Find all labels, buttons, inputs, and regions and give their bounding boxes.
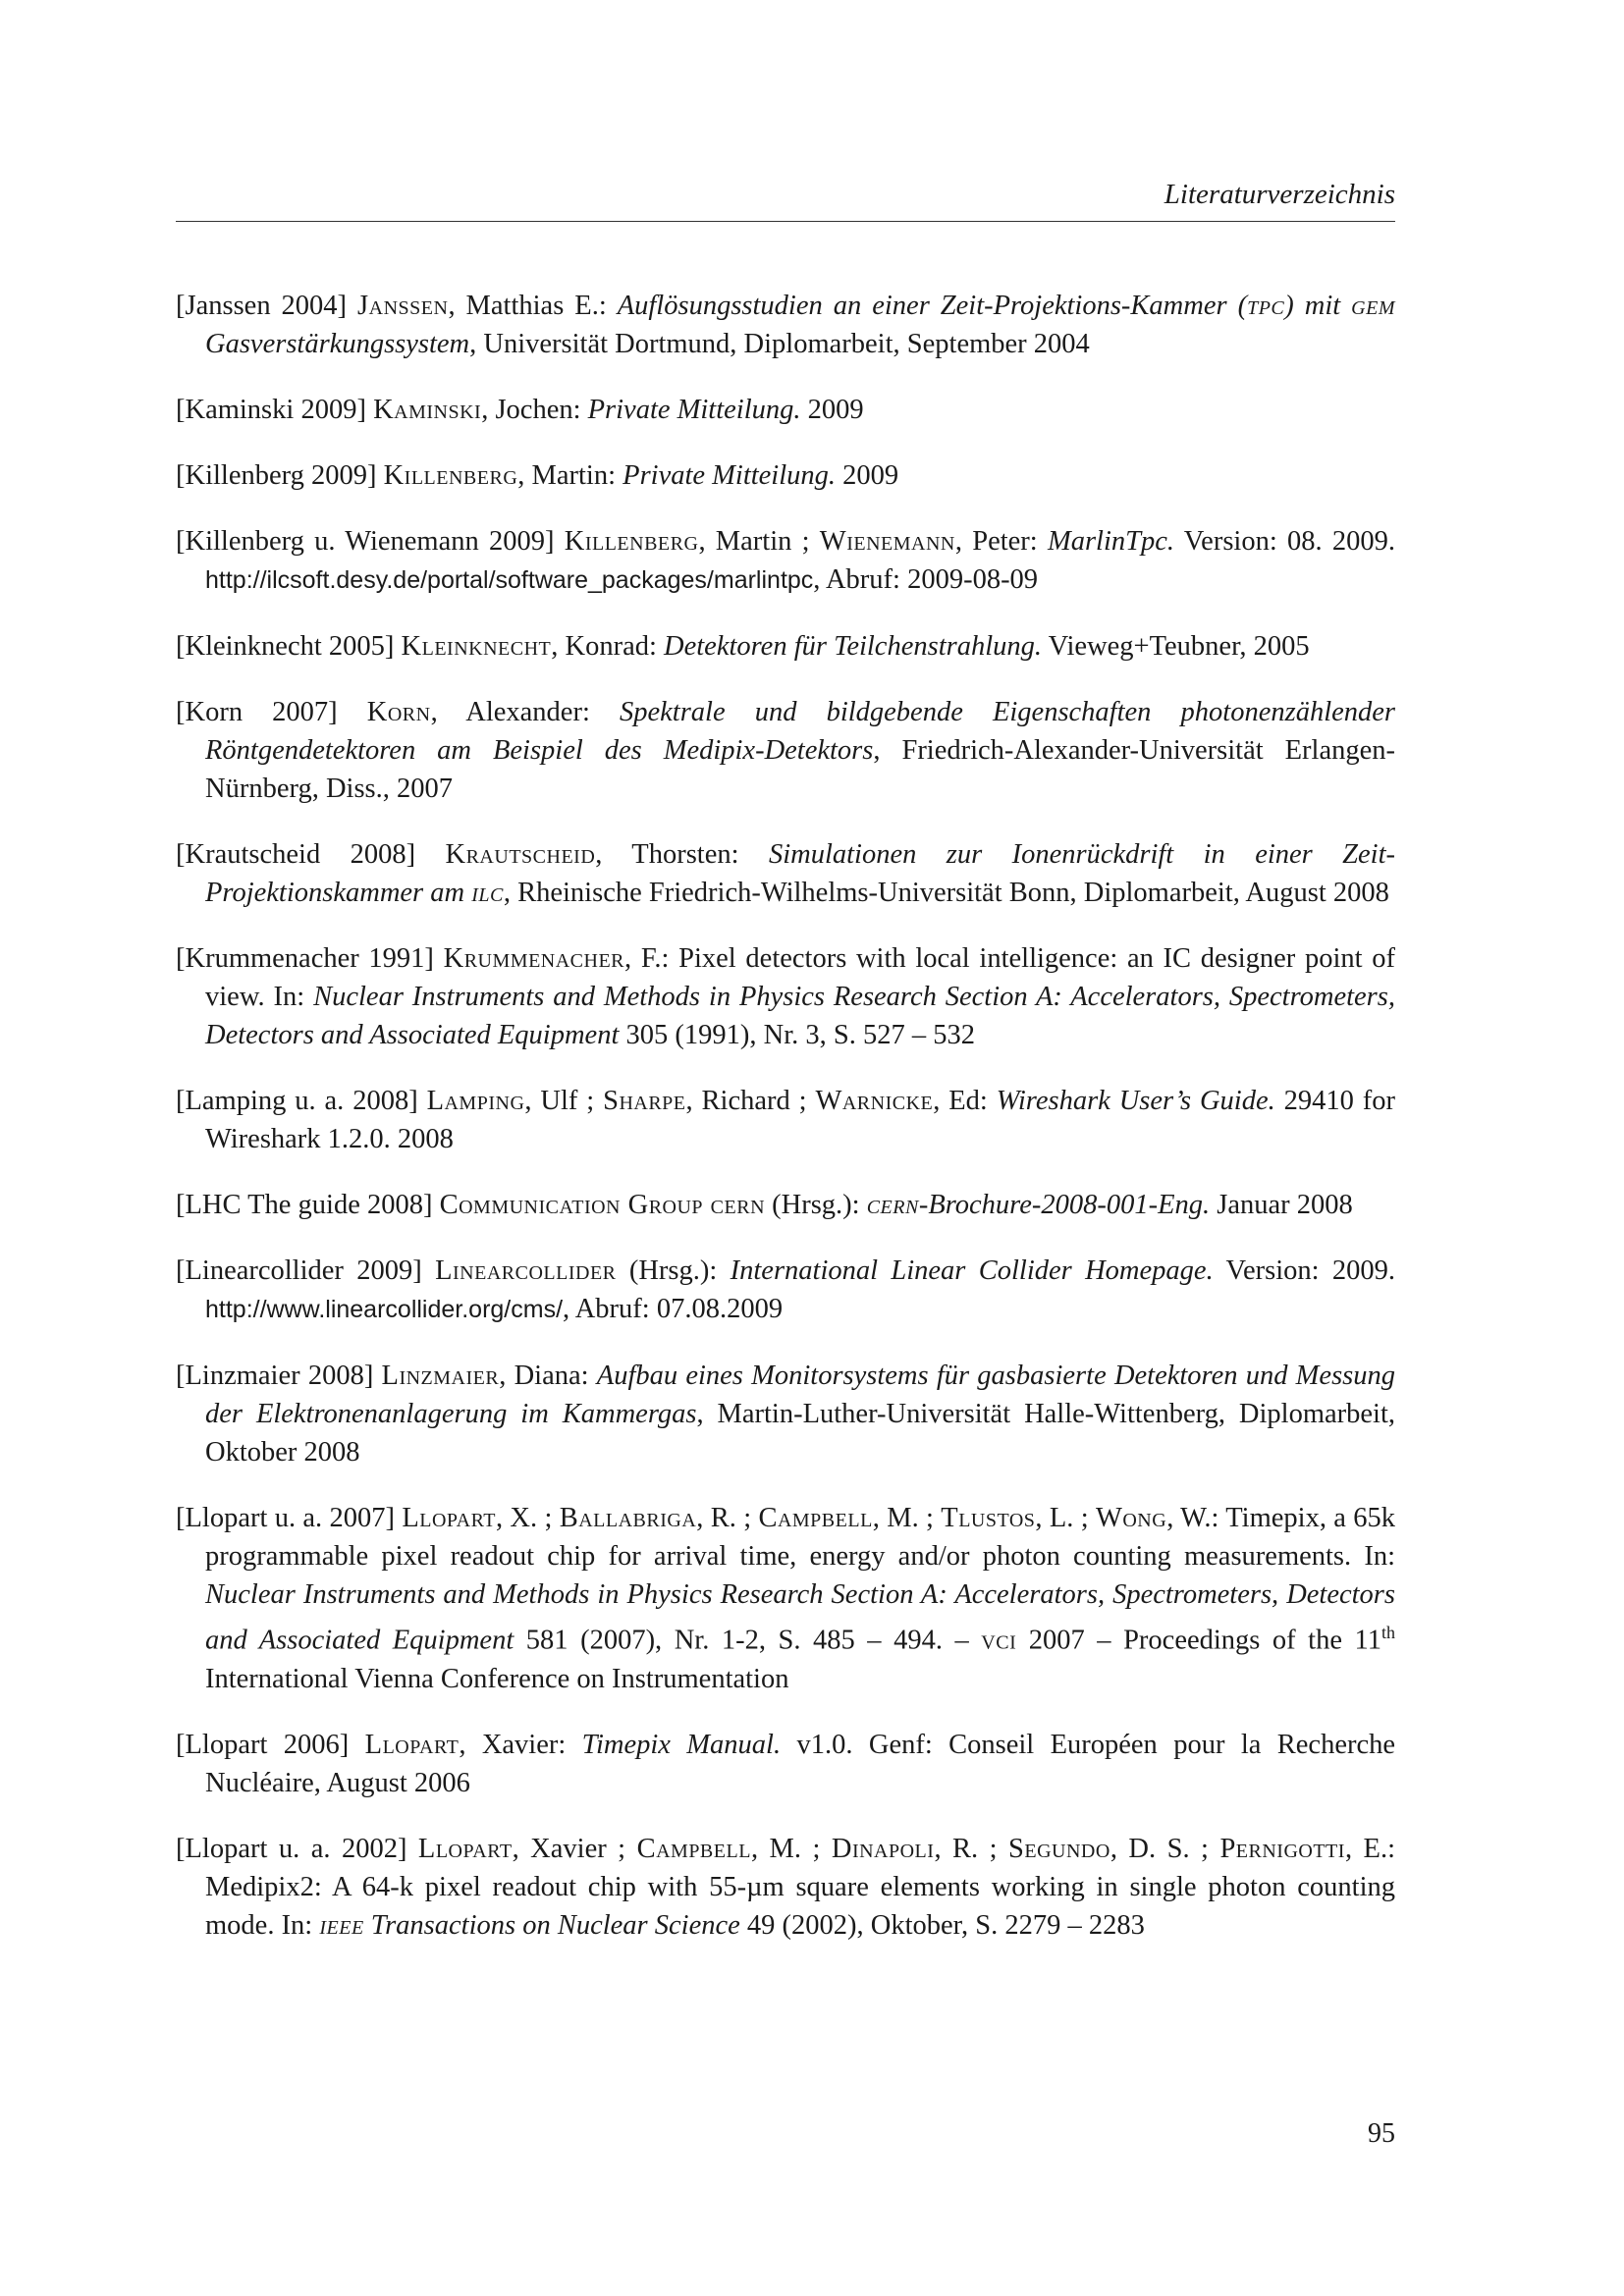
reference-text: , W.: Timepix, a 65k programmable pixel readout chip for arrival time, energy and/or photon counting measurements. In: (205, 1503, 1396, 1572)
reference-entry (176, 456, 1395, 495)
reference-entry (176, 1726, 1395, 1802)
reference-text: , Xavier ; (512, 1833, 637, 1864)
reference-text: , R. ; (934, 1833, 1009, 1864)
reference-key: [Kleinknecht 2005] (176, 631, 395, 662)
reference-text: 2009 (800, 395, 864, 425)
reference-text: , Thorsten: (595, 839, 769, 870)
reference-text: International Vienna Conference on Instrumentation (205, 1663, 789, 1694)
reference-entry (176, 522, 1395, 600)
reference-author: Janssen (357, 291, 449, 321)
reference-title: International Linear Collider Homepage. (730, 1255, 1214, 1286)
reference-key: [Janssen 2004] (176, 291, 348, 321)
reference-text: , D. S. ; (1110, 1833, 1220, 1864)
reference-acronym: ieee (319, 1909, 364, 1941)
reference-text: , Xavier: (459, 1729, 582, 1760)
reference-author: Warnicke (815, 1086, 934, 1116)
reference-title: Private Mitteilung. (587, 395, 801, 425)
reference-text: , Martin: (517, 460, 623, 491)
reference-author: Dinapoli (831, 1833, 935, 1864)
reference-url[interactable]: http://ilcsoft.desy.de/portal/software_packages/marlintpc (205, 566, 814, 594)
reference-key: [Llopart 2006] (176, 1729, 350, 1760)
reference-key: [Linearcollider 2009] (176, 1255, 422, 1286)
reference-text: , Ed: (933, 1086, 997, 1116)
reference-key: [Krautscheid 2008] (176, 839, 416, 870)
reference-key: [LHC The guide 2008] (176, 1190, 433, 1220)
reference-text: , E.: Medipix2: A 64-k pixel readout chip with 55-µm square elements working in single photon counting mode. In: (205, 1833, 1395, 1941)
reference-entry (176, 1499, 1395, 1698)
reference-title: Nuclear Instruments and Methods in Physics Research Section A: Accelerators, Spectrometers, Detectors and Associated Equipment (205, 1579, 1395, 1656)
reference-author: Sharpe (603, 1086, 686, 1116)
reference-entry (176, 287, 1395, 363)
reference-acronym: cern (866, 1190, 919, 1220)
reference-author: Ballabriga (559, 1503, 697, 1533)
reference-author: Linzmaier (381, 1361, 500, 1391)
reference-author: Kaminski (373, 395, 482, 425)
reference-key: [Llopart u. a. 2007] (176, 1503, 395, 1533)
reference-title: Gasverstärkungssystem (205, 329, 470, 359)
reference-text: Version: 2009. (1213, 1255, 1395, 1286)
reference-author: Campbell (636, 1833, 751, 1864)
reference-key: [Lamping u. a. 2008] (176, 1086, 418, 1116)
reference-title: ) mit (1284, 291, 1352, 321)
reference-key: [Killenberg 2009] (176, 460, 377, 491)
reference-text: (Hrsg.): (616, 1255, 731, 1286)
reference-text: , Abruf: 07.08.2009 (563, 1294, 784, 1324)
reference-text: (Hrsg.): (765, 1190, 867, 1220)
reference-text: , M. ; (750, 1833, 832, 1864)
reference-text: , Abruf: 2009-08-09 (813, 564, 1039, 595)
reference-title: Nuclear Instruments and Methods in Physics Research Section A: Accelerators, Spectrometers, Detectors and Associated Equipment (205, 982, 1395, 1050)
reference-text: 2009 (836, 460, 899, 491)
reference-entry (176, 835, 1395, 912)
reference-text: , X. ; (495, 1503, 560, 1533)
reference-entry (176, 1830, 1395, 1945)
reference-entry (176, 693, 1395, 808)
reference-title: Detektoren für Teilchenstrahlung. (664, 631, 1043, 662)
reference-text: , Martin-Luther-Universität Halle-Wittenberg, Diplomarbeit, Oktober 2008 (205, 1399, 1395, 1468)
reference-title: Aufbau eines Monitorsystems für gasbasierte Detektoren und Messung der Elektronenanlagerung im Kammergas (205, 1361, 1396, 1429)
reference-author: Krautscheid (445, 839, 596, 870)
reference-title: Timepix Manual. (581, 1729, 782, 1760)
reference-list (176, 287, 1395, 1972)
reference-title: -Brochure-2008-001-Eng. (918, 1190, 1211, 1220)
reference-key: [Krummenacher 1991] (176, 943, 434, 974)
reference-author: Communication Group cern (439, 1190, 766, 1220)
page-number: 95 (1368, 2118, 1395, 2149)
reference-text: , Martin ; (698, 526, 820, 557)
reference-author: Segundo (1008, 1833, 1110, 1864)
reference-text: 29410 for Wireshark 1.2.0. 2008 (205, 1086, 1396, 1154)
reference-text: , Alexander: (430, 697, 620, 727)
reference-url[interactable]: http://www.linearcollider.org/cms/ (205, 1296, 564, 1323)
reference-author: vci (981, 1625, 1017, 1656)
reference-author: Pernigotti (1219, 1833, 1345, 1864)
reference-entry (176, 391, 1395, 429)
reference-text: , Ulf ; (524, 1086, 604, 1116)
reference-entry (176, 939, 1395, 1054)
reference-text: , M. ; (872, 1503, 942, 1533)
reference-key: [Korn 2007] (176, 697, 338, 727)
reference-text: , Konrad: (551, 631, 665, 662)
reference-title: Transactions on Nuclear Science (363, 1909, 740, 1941)
reference-text: , F.: Pixel detectors with local intelligence: an IC designer point of view. In: (205, 943, 1396, 1012)
reference-author: Kleinknecht (401, 631, 552, 662)
reference-text: Januar 2008 (1210, 1190, 1353, 1220)
reference-acronym: tpc (1247, 291, 1285, 321)
reference-text: , Peter: (954, 526, 1048, 557)
reference-acronym: gem (1351, 291, 1395, 321)
reference-key: [Killenberg u. Wienemann 2009] (176, 526, 555, 557)
reference-text: 581 (2007), Nr. 1-2, S. 485 – 494. – (514, 1625, 982, 1656)
reference-title: Auflösungsstudien an einer Zeit-Projektions-Kammer ( (617, 291, 1248, 321)
reference-text: 305 (1991), Nr. 3, S. 527 – 532 (619, 1020, 975, 1050)
reference-text: v1.0. Genf: Conseil Européen pour la Recherche Nucléaire, August 2006 (205, 1729, 1396, 1798)
reference-text: 2007 – Proceedings of the 11 (1016, 1625, 1381, 1656)
reference-text: , Friedrich-Alexander-Universität Erlangen-Nürnberg, Diss., 2007 (205, 735, 1395, 804)
reference-author: Llopart (364, 1729, 460, 1760)
reference-text: , Matthias E.: (448, 291, 618, 321)
reference-text: , Diana: (499, 1361, 597, 1391)
reference-key: [Linzmaier 2008] (176, 1361, 374, 1391)
reference-author: Killenberg (564, 526, 699, 557)
reference-title: Simulationen zur Ionenrückdrift in einer Zeit-Projektionskammer am (205, 839, 1395, 908)
reference-author: Korn (366, 697, 431, 727)
reference-superscript: th (1380, 1623, 1395, 1642)
reference-text: Vieweg+Teubner, 2005 (1042, 631, 1310, 662)
reference-text: , Richard ; (685, 1086, 816, 1116)
reference-title: MarlinTpc. (1047, 526, 1175, 557)
reference-text: , Rheinische Friedrich-Wilhelms-Universität Bonn, Diplomarbeit, August 2008 (503, 878, 1389, 908)
reference-title: Wireshark User’s Guide. (996, 1086, 1275, 1116)
reference-title: Private Mitteilung. (623, 460, 837, 491)
reference-author: Killenberg (383, 460, 518, 491)
reference-text: Version: 08. 2009. (1174, 526, 1395, 557)
reference-author: Llopart (402, 1503, 496, 1533)
reference-entry (176, 627, 1395, 666)
reference-acronym: ilc (471, 878, 504, 908)
reference-entry (176, 1252, 1395, 1329)
reference-key: [Kaminski 2009] (176, 395, 366, 425)
reference-author: Campbell (758, 1503, 873, 1533)
running-header: Literaturverzeichnis (176, 179, 1395, 222)
reference-text: , Universität Dortmund, Diplomarbeit, September 2004 (469, 329, 1090, 359)
reference-author: Lamping (426, 1086, 525, 1116)
reference-author: Wienemann (819, 526, 955, 557)
reference-entry (176, 1186, 1395, 1224)
reference-author: Krummenacher (443, 943, 625, 974)
reference-entry (176, 1357, 1395, 1471)
reference-text: , R. ; (696, 1503, 759, 1533)
reference-author: Linearcollider (435, 1255, 617, 1286)
reference-author: Llopart (417, 1833, 513, 1864)
reference-text: , L. ; (1035, 1503, 1096, 1533)
reference-title: Spektrale und bildgebende Eigenschaften photonenzählender Röntgendetektoren am Beispiel des Medipix-Detektors (205, 697, 1395, 766)
reference-author: Tlustos (941, 1503, 1036, 1533)
reference-author: Wong (1095, 1503, 1167, 1533)
reference-text: , Jochen: (481, 395, 588, 425)
reference-key: [Llopart u. a. 2002] (176, 1833, 407, 1864)
reference-text: 49 (2002), Oktober, S. 2279 – 2283 (739, 1909, 1145, 1941)
reference-entry (176, 1082, 1395, 1158)
